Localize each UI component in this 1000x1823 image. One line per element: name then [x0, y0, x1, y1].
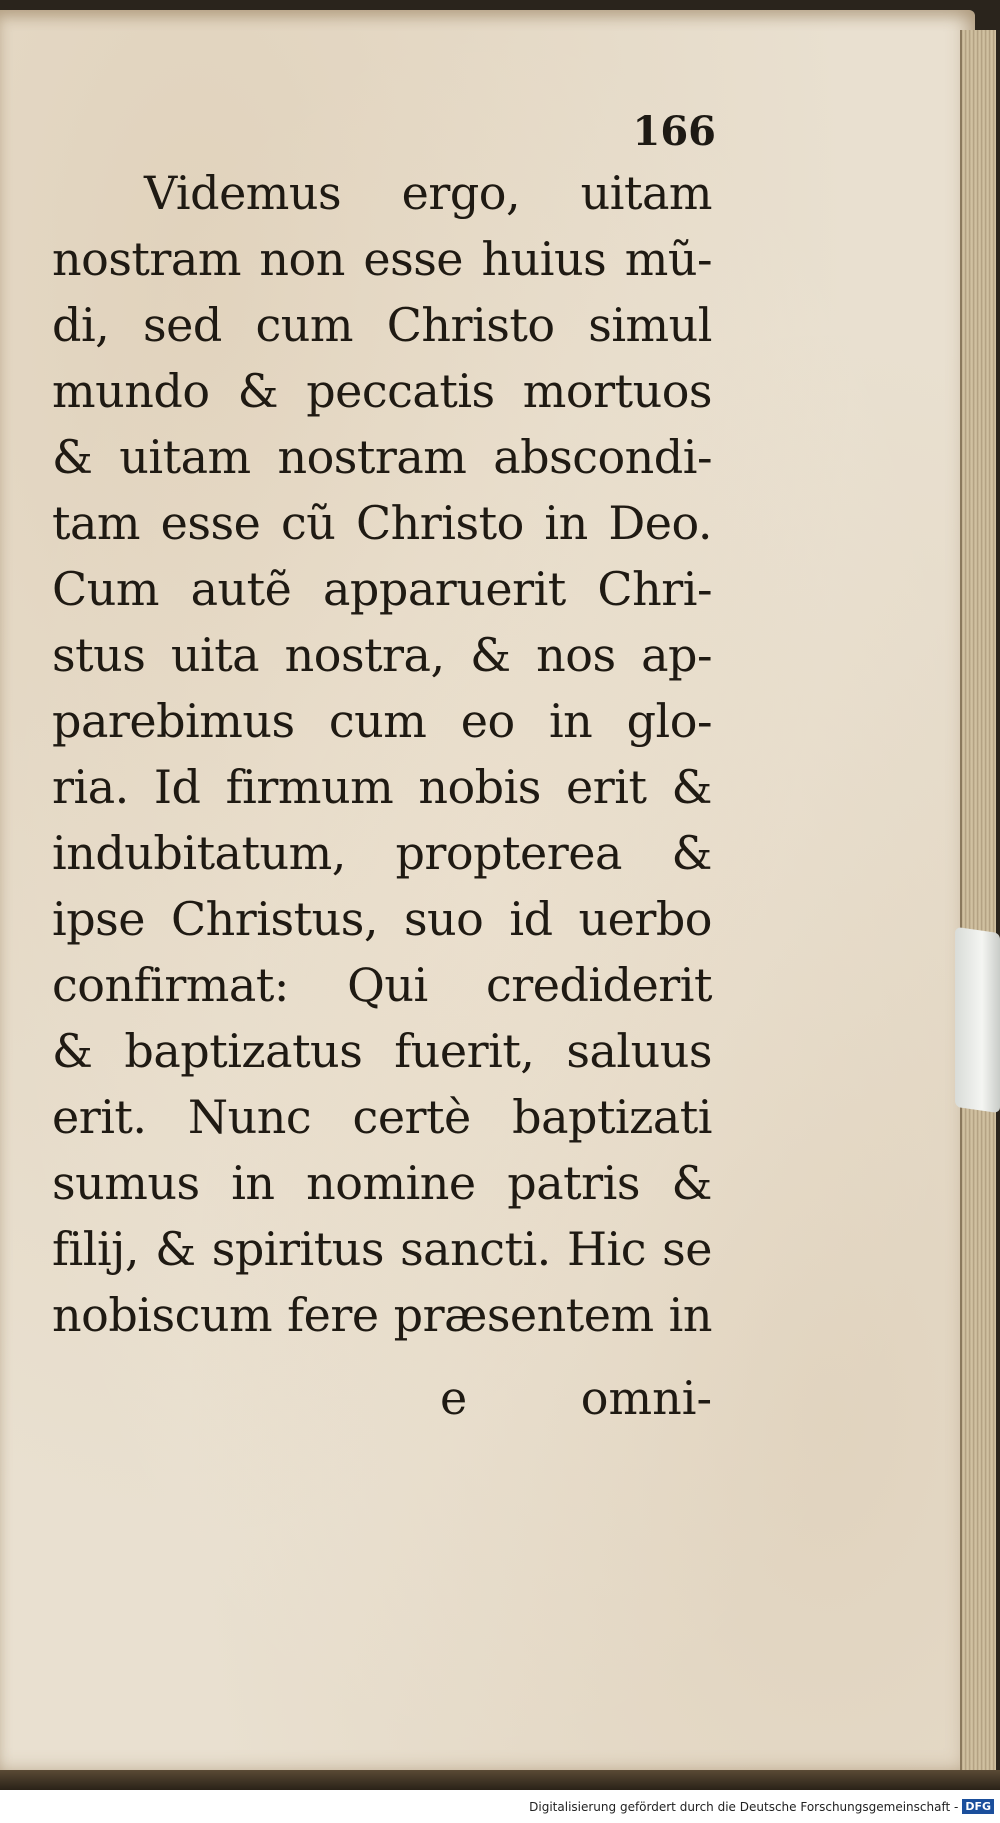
- signature-catchword-line: [440, 1365, 712, 1431]
- text-line: nobiscum fere præsentem in: [52, 1288, 712, 1342]
- text-line: filij, & spiritus sancti. Hic se: [52, 1222, 712, 1276]
- text-line: & uitam nostram abscondi-: [52, 430, 712, 484]
- text-line: erit. Nunc certè baptizati: [52, 1090, 712, 1144]
- text-line: parebimus cum eo in glo-: [52, 694, 712, 748]
- text-line: & baptizatus fuerit, saluus: [52, 1024, 712, 1078]
- text-block: [52, 160, 712, 1348]
- page-fore-edge: [960, 30, 996, 1770]
- text-line: stus uita nostra, & nos ap-: [52, 628, 712, 682]
- text-line: Videmus ergo, uitam: [144, 166, 712, 220]
- page-number: 166: [632, 108, 716, 155]
- text-line: ria. Id firmum nobis erit &: [52, 760, 712, 814]
- dfg-logo: DFG: [962, 1799, 994, 1814]
- text-line: tam esse cũ Christo in Deo.: [52, 496, 712, 550]
- text-line: confirmat: Qui crediderit: [52, 958, 712, 1012]
- bookmark-strip: [955, 927, 1000, 1113]
- footer-credit: Digitalisierung gefördert durch die Deutsche Forschungsgemeinschaft -: [529, 1799, 959, 1814]
- text-line: sumus in nomine patris &: [52, 1156, 712, 1210]
- signature-mark: e: [440, 1371, 468, 1425]
- text-line: ipse Christus, suo id uerbo: [52, 892, 712, 946]
- text-line: indubitatum, propterea &: [52, 826, 712, 880]
- page-bottom-edge: [0, 1770, 1000, 1790]
- text-line: mundo & peccatis mortuos: [52, 364, 712, 418]
- text-line: di, sed cum Christo simul: [52, 298, 712, 352]
- text-line: nostram non esse huius mũ-: [52, 232, 712, 286]
- digitization-footer: [0, 1790, 1000, 1823]
- catchword: omni-: [580, 1371, 712, 1425]
- text-line: Cum autẽ apparuerit Chri-: [52, 562, 712, 616]
